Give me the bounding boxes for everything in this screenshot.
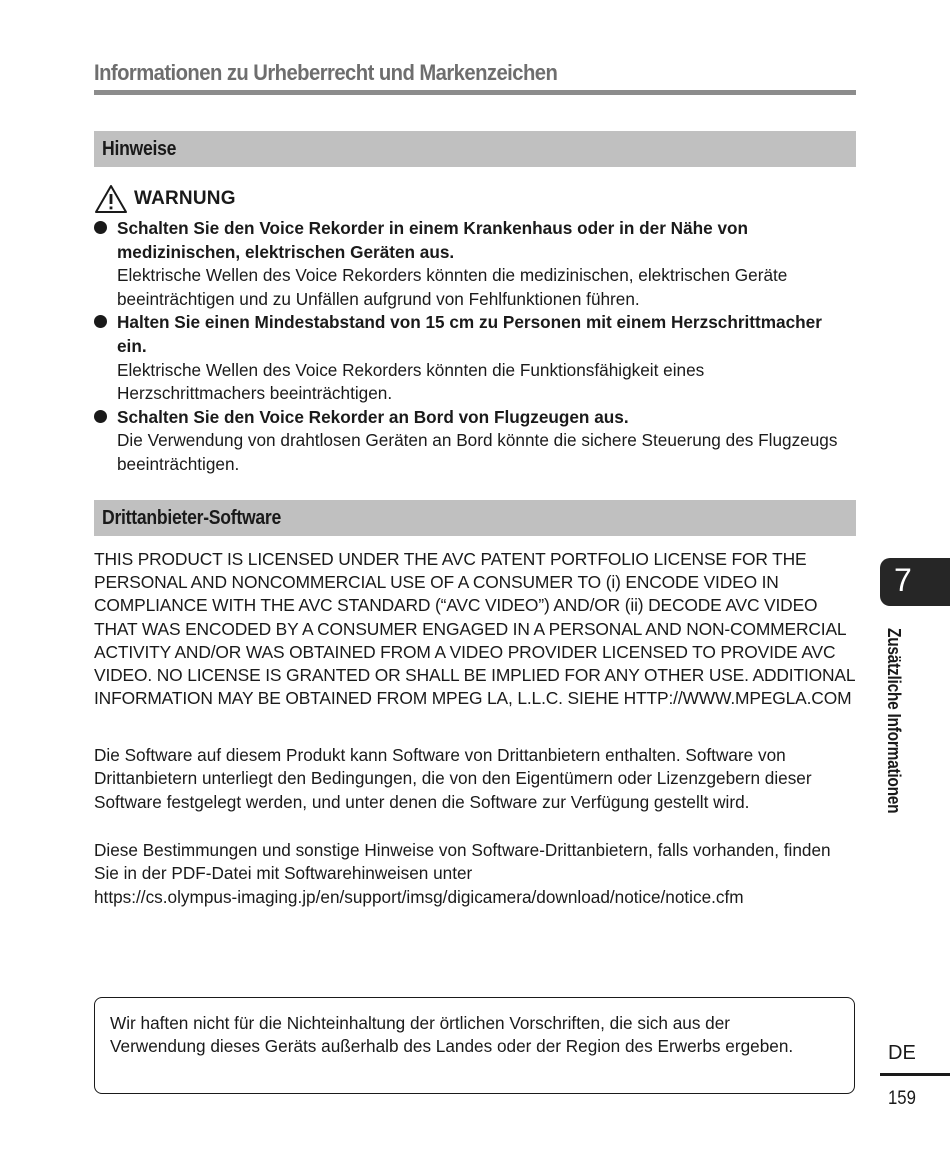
warning-item (94, 217, 856, 311)
warning-triangle-icon (94, 184, 128, 214)
language-code: DE (888, 1042, 916, 1064)
warning-item-title: Schalten Sie den Voice Rekorder in einem Krankenhaus oder in der Nähe von medizinischen, elektrischen Geräten aus. (117, 218, 749, 262)
header-divider (94, 90, 856, 95)
liability-notice-box (94, 997, 855, 1094)
bullet-icon (94, 315, 107, 328)
section-heading-third-party-label: Drittanbieter-Software (102, 507, 282, 529)
language-divider (880, 1073, 950, 1076)
section-heading-notes-label: Hinweise (102, 138, 177, 160)
warning-item (94, 406, 856, 477)
warning-label: WARNUNG (134, 188, 236, 209)
warning-item-title: Schalten Sie den Voice Rekorder an Bord von Flugzeugen aus. (117, 406, 629, 427)
chapter-tab (880, 558, 950, 606)
warning-item-description: Elektrische Wellen des Voice Rekorders könnten die Funktionsfähigkeit eines Herzschrittmachers beeinträchtigen. (117, 359, 705, 404)
notice-url: https://cs.olympus-imaging.jp/en/support/imsg/digicamera/download/notice/notice.cfm (94, 886, 744, 907)
warning-item-title: Halten Sie einen Mindestabstand von 15 cm zu Personen mit einem Herzschrittmacher ein. (117, 312, 822, 356)
chapter-title-text: Zusätzliche Informationen (884, 628, 904, 814)
third-party-notice-paragraph (94, 839, 856, 909)
bullet-icon (94, 221, 107, 234)
liability-notice-text: Wir haften nicht für die Nichteinhaltung der örtlichen Vorschriften, die sich aus der Verwendung dieses Geräts außerhalb des Landes oder der Region des Erwerbs ergeben. (110, 1013, 794, 1057)
warning-list (94, 217, 856, 477)
bullet-icon (94, 410, 107, 423)
third-party-notice-text: Diese Bestimmungen und sonstige Hinweise von Software-Drittanbietern, falls vorhanden, finden Sie in der PDF-Datei mit Softwarehinweisen unter (94, 840, 831, 884)
warning-item-description: Die Verwendung von drahtlosen Geräten an Bord könnte die sichere Steuerung des Flugzeugs beeinträchtigen. (117, 430, 838, 474)
warning-item-description: Elektrische Wellen des Voice Rekorders könnten die medizinischen, elektrischen Geräte beeinträchtigen und zu Unfällen aufgrund von Fehlfunktionen führen. (117, 265, 788, 309)
avc-license-text: THIS PRODUCT IS LICENSED UNDER THE AVC PATENT PORTFOLIO LICENSE FOR THE PERSONAL AND NONCOMMERCIAL USE OF A CONSUMER TO (i) ENCODE VIDEO IN COMPLIANCE WITH THE AVC STANDARD (“AVC VIDEO”) AND/OR (ii) DECODE AVC VIDEO THAT WAS ENCODED BY A CONSUMER ENGAGED IN A PERSONAL AND NON-COMMERCIAL ACTIVITY AND/OR WAS OBTAINED FROM A VIDEO PROVIDER LICENSED TO PROVIDE AVC VIDEO. NO LICENSE IS GRANTED OR SHALL BE IMPLIED FOR ANY OTHER USE. ADDITIONAL INFORMATION MAY BE OBTAINED FROM MPEG LA, L.L.C. SIEHE HTTP://WWW.MPEGLA.COM (94, 549, 855, 709)
page-number: 159 (888, 1088, 916, 1109)
warning-item (94, 311, 856, 405)
section-heading-notes (94, 131, 856, 167)
warning-heading (94, 184, 236, 214)
chapter-number: 7 (894, 562, 912, 598)
page-title: Informationen zu Urheberrecht und Markenzeichen (94, 60, 558, 85)
chapter-title (883, 628, 904, 844)
section-heading-third-party (94, 500, 856, 536)
third-party-paragraph: Die Software auf diesem Produkt kann Software von Drittanbietern enthalten. Software von Drittanbietern unterliegt den Bedingungen, die von den Eigentümern oder Lizenzgebern dieser Software festgelegt werden, und unter denen die Software zur Verfügung gestellt wird. (94, 745, 812, 812)
